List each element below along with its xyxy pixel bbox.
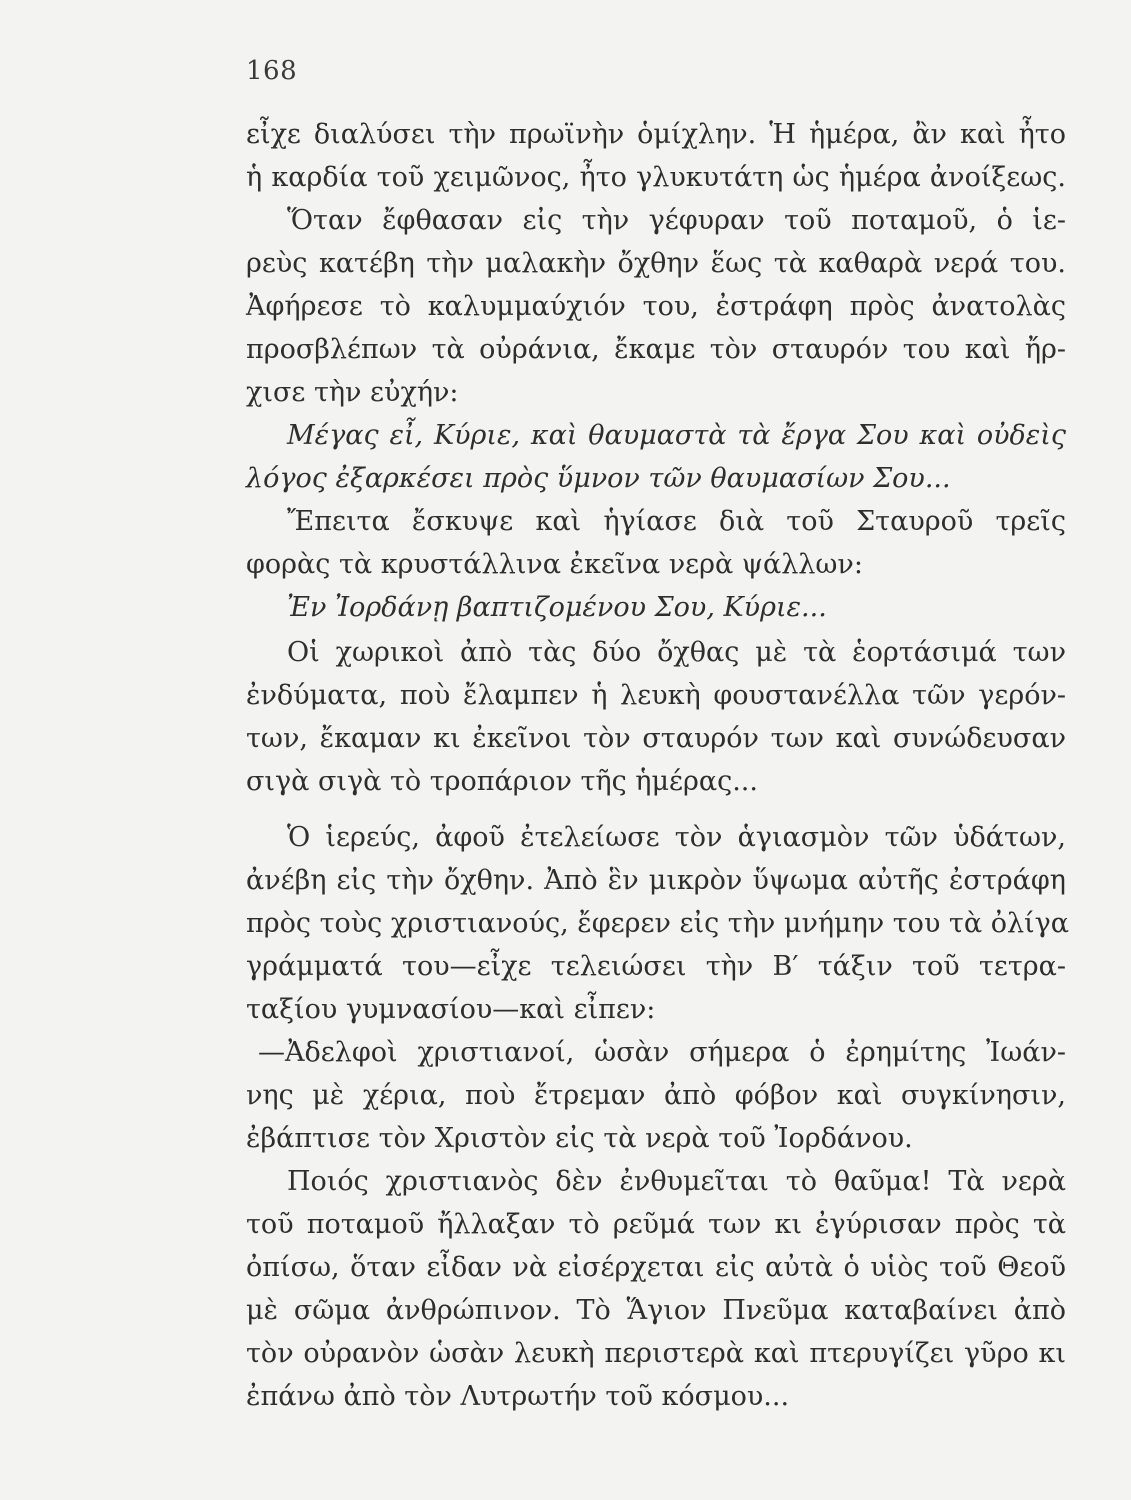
speech-line: —Ἀδελφοὶ χριστιανοί, ὡσὰν σήμερα ὁ ἐρημίτης Ἰωάν- xyxy=(258,1037,1066,1068)
hymn-line: Ἐν Ἰορδάνῃ βαπτιζομένου Σου, Κύριε... xyxy=(287,592,827,623)
text-line: πρὸς τοὺς χριστιανούς, ἔφερεν εἰς τὴν μνήμην του τὰ ὀλίγα xyxy=(246,908,1070,939)
text-line: ταξίου γυμνασίου—καὶ εἶπεν: xyxy=(246,994,656,1025)
text-line: εἶχε διαλύσει τὴν πρωϊνὴν ὁμίχλην. Ἡ ἡμέρα, ἂν καὶ ἦτο xyxy=(246,119,1066,150)
speech-line: νης μὲ χέρια, ποὺ ἔτρεμαν ἀπὸ φόβον καὶ συγκίνησιν, xyxy=(246,1080,1066,1111)
speech-line: τὸν οὐρανὸν ὡσὰν λευκὴ περιστερὰ καὶ πτερυγίζει γῦρο κι xyxy=(246,1338,1066,1369)
speech-line: ὀπίσω, ὅταν εἶδαν νὰ εἰσέρχεται εἰς αὐτὰ ὁ υἱὸς τοῦ Θεοῦ xyxy=(246,1252,1066,1283)
prayer-line: Μέγας εἶ, Κύριε, καὶ θαυμαστὰ τὰ ἔργα Σου καὶ οὐδεὶς xyxy=(287,420,1066,451)
text-line: Ὅταν ἔφθασαν εἰς τὴν γέφυραν τοῦ ποταμοῦ, ὁ ἱε- xyxy=(287,205,1066,236)
text-line: Ὁ ἱερεύς, ἀφοῦ ἐτελείωσε τὸν ἁγιασμὸν τῶν ὑδάτων, xyxy=(287,822,1066,853)
prayer-line: λόγος ἐξαρκέσει πρὸς ὕμνον τῶν θαυμασίων Σου... xyxy=(246,463,951,494)
text-line: Οἱ χωρικοὶ ἀπὸ τὰς δύο ὄχθας μὲ τὰ ἑορτάσιμά των xyxy=(287,637,1066,668)
speech-line: μὲ σῶμα ἀνθρώπινον. Τὸ Ἅγιον Πνεῦμα καταβαίνει ἀπὸ xyxy=(246,1295,1066,1326)
text-line: γράμματά του—εἶχε τελειώσει τὴν Β′ τάξιν τοῦ τετρα- xyxy=(246,951,1066,982)
text-line: Ἔπειτα ἔσκυψε καὶ ἡγίασε διὰ τοῦ Σταυροῦ τρεῖς xyxy=(287,506,1066,537)
text-line: ἡ καρδία τοῦ χειμῶνος, ἦτο γλυκυτάτη ὡς ἡμέρα ἀνοίξεως. xyxy=(246,162,1066,193)
text-line: ρεὺς κατέβη τὴν μαλακὴν ὄχθην ἕως τὰ καθαρὰ νερά του. xyxy=(246,248,1066,279)
text-line: φορὰς τὰ κρυστάλλινα ἐκεῖνα νερὰ ψάλλων: xyxy=(246,549,863,580)
page-number: 168 xyxy=(246,56,298,86)
speech-line: Ποιός χριστιανὸς δὲν ἐνθυμεῖται τὸ θαῦμα! Τὰ νερὰ xyxy=(287,1166,1066,1197)
text-line: ἀνέβη εἰς τὴν ὄχθην. Ἀπὸ ἓν μικρὸν ὕψωμα αὐτῆς ἐστράφη xyxy=(246,865,1066,896)
text-line: ἐνδύματα, ποὺ ἔλαμπεν ἡ λευκὴ φουστανέλλα τῶν γερόν- xyxy=(246,680,1066,711)
text-line: σιγὰ σιγὰ τὸ τροπάριον τῆς ἡμέρας... xyxy=(246,766,758,797)
text-line: χισε τὴν εὐχήν: xyxy=(246,377,459,408)
speech-line: τοῦ ποταμοῦ ἤλλαξαν τὸ ρεῦμά των κι ἐγύρισαν πρὸς τὰ xyxy=(246,1209,1066,1240)
text-line: των, ἔκαμαν κι ἐκεῖνοι τὸν σταυρόν των καὶ συνώδευσαν xyxy=(246,723,1066,754)
speech-line: ἐβάπτισε τὸν Χριστὸν εἰς τὰ νερὰ τοῦ Ἰορδάνου. xyxy=(246,1123,913,1154)
text-line: προσβλέπων τὰ οὐράνια, ἔκαμε τὸν σταυρόν του καὶ ἤρ- xyxy=(246,334,1066,365)
text-line: Ἀφήρεσε τὸ καλυμμαύχιόν του, ἐστράφη πρὸς ἀνατολὰς xyxy=(246,291,1066,322)
speech-line: ἐπάνω ἀπὸ τὸν Λυτρωτήν τοῦ κόσμου... xyxy=(246,1381,790,1412)
